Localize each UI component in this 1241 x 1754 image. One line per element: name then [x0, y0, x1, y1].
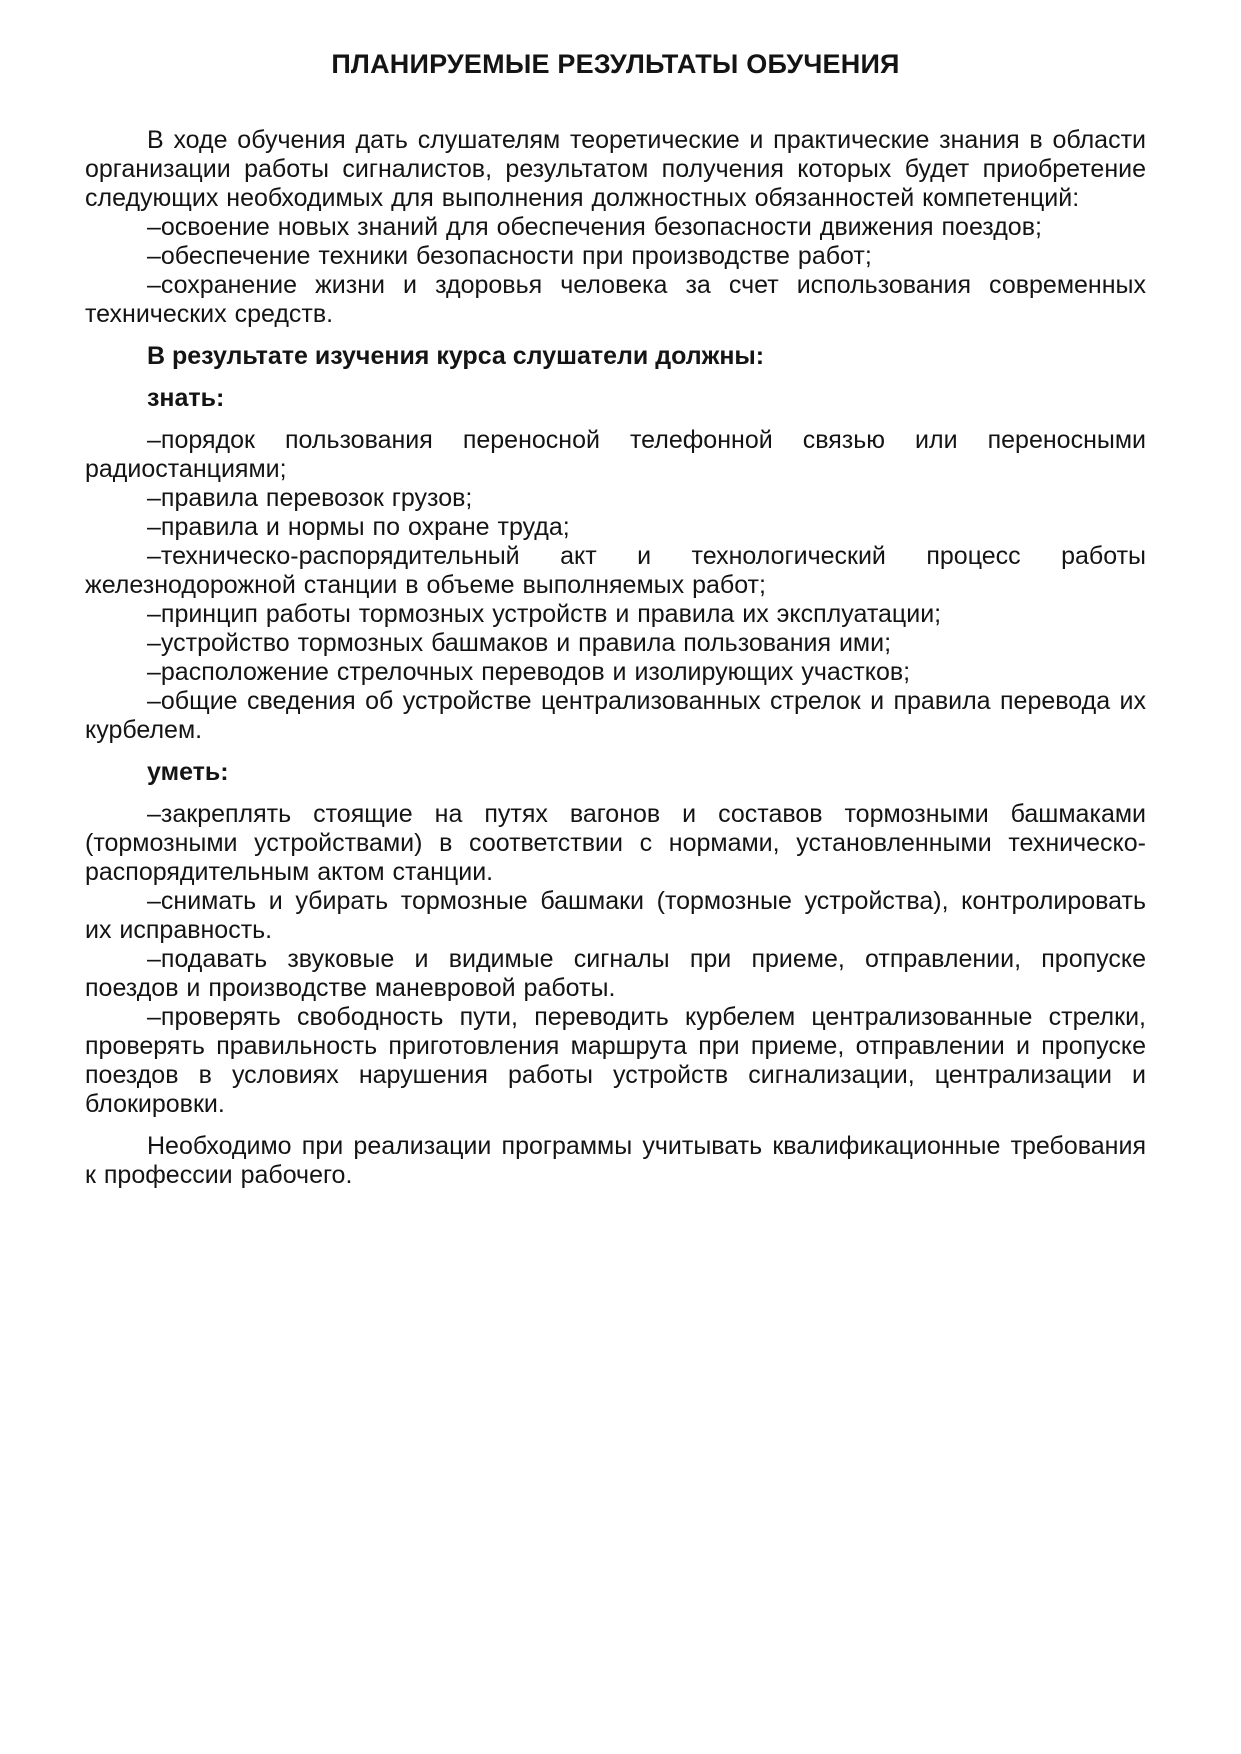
list-item: –подавать звуковые и видимые сигналы при приеме, отправлении, пропуске поездов и производстве маневровой работы.: [85, 945, 1146, 1002]
list-item: –расположение стрелочных переводов и изолирующих участков;: [147, 658, 911, 686]
list-item: –сохранение жизни и здоровья человека за счет использования современных технических средств.: [85, 271, 1146, 328]
list-item: –правила перевозок грузов;: [147, 484, 473, 512]
list-item: –обеспечение техники безопасности при производстве работ;: [147, 242, 872, 270]
document-body: [85, 126, 1146, 1190]
list-item: –техническо-распорядительный акт и технологический процесс работы железнодорожной станции в объеме выполняемых работ;: [85, 542, 1146, 599]
list-item: –принцип работы тормозных устройств и правила их эксплуатации;: [147, 600, 942, 628]
section-heading: В результате изучения курса слушатели должны:: [147, 342, 765, 370]
list-item: –устройство тормозных башмаков и правила пользования ими;: [147, 629, 892, 657]
list-item: –правила и нормы по охране труда;: [147, 513, 570, 541]
list-item: –закреплять стоящие на путях вагонов и составов тормозными башмаками (тормозными устройствами) в соответствии с нормами, установленными техническо-распорядительным актом станции.: [85, 800, 1146, 886]
subheading: знать:: [147, 384, 225, 412]
page-title: ПЛАНИРУЕМЫЕ РЕЗУЛЬТАТЫ ОБУЧЕНИЯ: [331, 49, 900, 79]
list-item: –общие сведения об устройстве централизованных стрелок и правила перевода их курбелем.: [85, 687, 1146, 744]
paragraph: В ходе обучения дать слушателям теоретические и практические знания в области организации работы сигналистов, результатом получения которых будет приобретение следующих необходимых для выполнения должностных обязанностей компетенций:: [85, 126, 1146, 212]
subheading: уметь:: [147, 758, 229, 786]
list-item: –снимать и убирать тормозные башмаки (тормозные устройства), контролировать их исправность.: [85, 887, 1146, 944]
list-item: –порядок пользования переносной телефонной связью или переносными радиостанциями;: [85, 426, 1146, 483]
list-item: –проверять свободность пути, переводить курбелем централизованные стрелки, проверять правильность приготовления маршрута при приеме, отправлении и пропуске поездов в условиях нарушения работы устройств сигнализации, централизации и блокировки.: [85, 1003, 1146, 1118]
closing-paragraph: Необходимо при реализации программы учитывать квалификационные требования к профессии рабочего.: [85, 1132, 1146, 1189]
list-item: –освоение новых знаний для обеспечения безопасности движения поездов;: [147, 213, 1042, 241]
